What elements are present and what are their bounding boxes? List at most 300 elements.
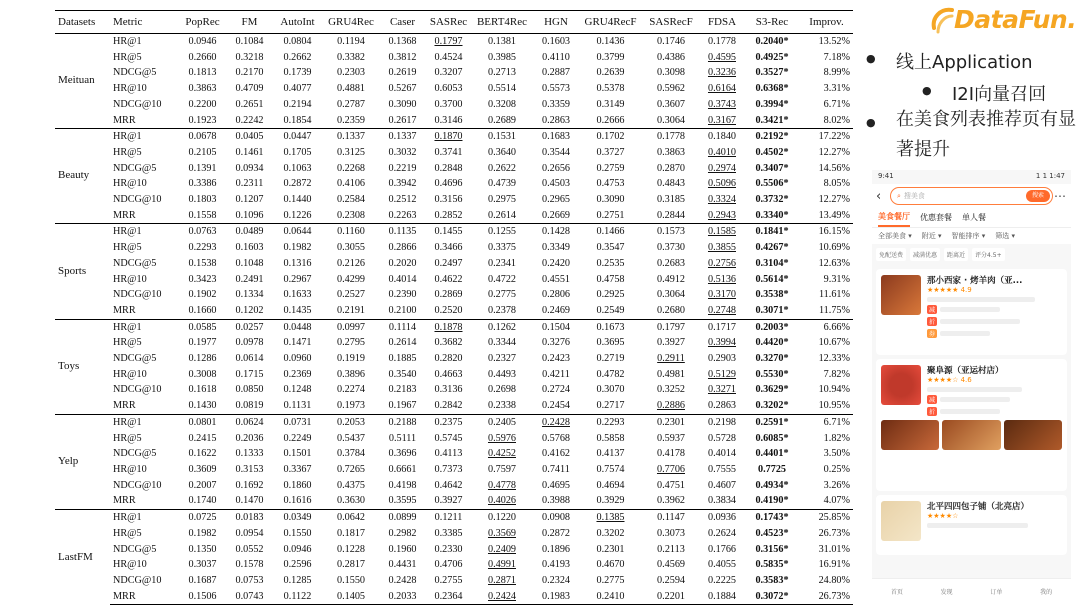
table-header-row <box>55 11 853 34</box>
metric-value-cell: 0.2869 <box>434 289 463 301</box>
nav-home[interactable]: 首页 <box>890 589 903 596</box>
metric-value-cell: 0.5976 <box>487 432 516 444</box>
metric-value-cell: 0.0257 <box>227 319 272 335</box>
metric-value-cell: 0.4178 <box>656 448 685 460</box>
metric-value-cell: 0.0489 <box>227 224 272 240</box>
metric-value-cell: 0.4401* <box>755 448 789 460</box>
metric-value-cell: 0.5835* <box>755 559 789 571</box>
metric-value-cell: 0.2040* <box>755 36 789 47</box>
metric-value-cell: 0.3682 <box>434 337 463 349</box>
filter-more[interactable]: 筛选 ▾ <box>995 232 1015 240</box>
chip[interactable]: 减满优惠 <box>910 248 940 261</box>
metric-value-cell: 0.1194 <box>337 36 365 47</box>
metric-value-cell: 0.2242 <box>235 114 264 126</box>
metric-value-cell: 0.3732* <box>755 194 789 206</box>
improvement-cell: 3.31% <box>823 83 850 95</box>
table-row <box>55 367 853 383</box>
metric-value-cell: 0.0448 <box>272 319 323 335</box>
metric-value-cell: 0.3167 <box>707 114 736 126</box>
metric-name: NDCG@10 <box>113 479 162 491</box>
metric-value-cell: 0.0725 <box>178 510 227 526</box>
metric-value-cell: 0.2170 <box>235 67 264 79</box>
metric-value-cell: 0.5096 <box>707 178 736 190</box>
bullet-dot-icon: ● <box>866 52 876 65</box>
column-header: Datasets <box>55 11 110 34</box>
metric-name: NDCG@5 <box>113 257 157 269</box>
metric-name: MRR <box>113 209 136 221</box>
metric-value-cell: 0.2591* <box>744 414 800 430</box>
metric-value-cell: 0.1633 <box>283 289 312 301</box>
dataset-name: Yelp <box>55 414 110 509</box>
metric-value-cell: 0.0946 <box>283 543 312 555</box>
metric-value-cell: 0.4912 <box>656 273 685 285</box>
metric-value-cell: 0.2759 <box>596 162 625 174</box>
metric-value-cell: 0.2619 <box>388 67 417 79</box>
metric-value-cell: 0.5937 <box>656 432 685 444</box>
metric-value-cell: 0.3236 <box>707 67 736 79</box>
metric-name: NDCG@10 <box>113 384 162 396</box>
metric-value-cell: 0.3064 <box>656 289 685 301</box>
column-header: SASRecF <box>642 11 700 34</box>
filter-bar <box>872 228 1071 244</box>
metric-value-cell: 0.5129 <box>707 368 736 380</box>
metric-value-cell: 0.3942 <box>388 178 417 190</box>
improvement-cell: 10.69% <box>818 242 850 254</box>
metric-value-cell: 0.2293 <box>579 414 642 430</box>
metric-value-cell: 0.5437 <box>336 432 365 444</box>
metric-value-cell: 0.1147 <box>642 510 700 526</box>
table-row <box>55 398 853 414</box>
metric-value-cell: 0.4502* <box>755 146 789 158</box>
improvement-cell: 12.27% <box>818 194 850 206</box>
metric-value-cell: 0.4252 <box>487 448 516 460</box>
column-header: Metric <box>110 11 178 34</box>
metric-value-cell: 0.2378 <box>487 304 516 316</box>
metric-value-cell: 0.0447 <box>272 129 323 145</box>
metric-value-cell: 0.2409 <box>487 543 516 555</box>
metric-value-cell: 0.4753 <box>596 178 625 190</box>
metric-value-cell: 0.4299 <box>336 273 365 285</box>
metric-value-cell: 0.1983 <box>533 589 579 605</box>
metric-name: MRR <box>113 400 136 412</box>
metric-value-cell: 0.2817 <box>336 559 365 571</box>
metric-value-cell: 0.1896 <box>541 543 570 555</box>
metric-value-cell: 0.1803 <box>188 194 217 206</box>
restaurant-card[interactable] <box>876 495 1067 555</box>
metric-value-cell: 0.7725 <box>757 463 786 475</box>
metric-value-cell: 0.1973 <box>336 400 365 412</box>
deal-line <box>940 409 1000 414</box>
nav-profile[interactable]: 我的 <box>1040 589 1053 596</box>
improvement-cell: 9.31% <box>823 273 850 285</box>
metric-value-cell: 0.2624 <box>707 527 736 539</box>
metric-value-cell: 0.3421* <box>755 114 789 126</box>
table-row <box>55 224 853 240</box>
metric-value-cell: 0.2311 <box>235 178 264 190</box>
deal-line <box>940 319 1020 324</box>
metric-value-cell: 0.2198 <box>700 414 744 430</box>
metric-value-cell: 0.2925 <box>596 289 625 301</box>
metric-value-cell: 0.0946 <box>188 36 217 47</box>
metric-value-cell: 0.2872 <box>541 527 570 539</box>
metric-value-cell: 0.3640 <box>487 146 516 158</box>
improvement-cell: 24.80% <box>818 574 850 586</box>
metric-value-cell: 0.1797 <box>434 36 463 47</box>
chip[interactable]: 距离近 <box>944 248 968 261</box>
metric-value-cell: 0.1337 <box>379 129 426 145</box>
restaurant-card[interactable] <box>876 269 1067 355</box>
metric-name: NDCG@5 <box>113 162 157 174</box>
metric-value-cell: 0.4055 <box>707 559 736 571</box>
metric-value-cell: 0.2268 <box>336 162 365 174</box>
metric-value-cell: 0.3609 <box>188 463 217 475</box>
metric-value-cell: 0.2183 <box>388 384 417 396</box>
table-row <box>55 431 853 447</box>
metric-value-cell: 0.2423 <box>541 353 570 365</box>
metric-value-cell: 0.1841* <box>744 224 800 240</box>
improvement-cell: 25.85% <box>800 510 853 526</box>
status-icons: 1 1 1:47 <box>1035 172 1065 180</box>
metric-value-cell: 0.1585 <box>700 224 744 240</box>
metric-value-cell: 0.2327 <box>487 353 516 365</box>
metric-value-cell: 0.2717 <box>596 400 625 412</box>
metric-value-cell: 0.4642 <box>434 479 463 491</box>
search-input[interactable] <box>890 187 1053 205</box>
metric-value-cell: 0.6164 <box>707 83 736 95</box>
metric-value-cell: 0.3583* <box>755 574 789 586</box>
metric-value-cell: 0.1884 <box>700 589 744 605</box>
metric-value-cell: 0.1573 <box>642 224 700 240</box>
metric-value-cell: 0.4778 <box>487 479 516 491</box>
metric-value-cell: 0.2469 <box>541 304 570 316</box>
metric-name: HR@5 <box>113 51 142 63</box>
metric-value-cell: 0.1967 <box>388 400 417 412</box>
tab-restaurant[interactable]: 美食餐厅 <box>878 209 910 227</box>
table-row <box>55 192 853 208</box>
metric-value-cell: 0.7574 <box>596 463 625 475</box>
metric-value-cell: 0.3073 <box>656 527 685 539</box>
metric-name: NDCG@5 <box>113 353 157 365</box>
metric-name: HR@1 <box>110 510 178 526</box>
metric-value-cell: 0.5514 <box>487 83 516 95</box>
metric-value-cell: 0.2666 <box>596 114 625 126</box>
metric-value-cell: 0.2201 <box>642 589 700 605</box>
filter-category[interactable]: 全部美食 ▾ <box>878 232 912 240</box>
metric-value-cell: 0.2617 <box>388 114 417 126</box>
metric-value-cell: 0.5745 <box>434 432 463 444</box>
metric-value-cell: 0.3252 <box>656 384 685 396</box>
metric-value-cell: 0.1255 <box>471 224 533 240</box>
metric-name: HR@1 <box>110 224 178 240</box>
metric-value-cell: 0.4524 <box>434 51 463 63</box>
deal-tag: 减 <box>929 397 936 404</box>
column-header: GRU4Rec <box>323 11 379 34</box>
back-arrow-icon[interactable]: ‹ <box>876 188 882 204</box>
metric-value-cell: 0.4981 <box>656 368 685 380</box>
metric-value-cell: 0.0804 <box>283 36 312 47</box>
metric-value-cell: 0.3466 <box>434 242 463 254</box>
tab-single-meal[interactable]: 单人餐 <box>962 213 986 222</box>
metric-value-cell: 0.2330 <box>434 543 463 555</box>
results-table <box>55 10 853 605</box>
metric-value-cell: 0.2191 <box>336 304 365 316</box>
metric-value-cell: 0.4663 <box>434 368 463 380</box>
metric-value-cell: 0.2596 <box>283 559 312 571</box>
search-button[interactable]: 搜索 <box>1026 190 1050 202</box>
metric-value-cell: 0.2863 <box>707 400 736 412</box>
metric-value-cell: 0.2341 <box>487 257 516 269</box>
metric-value-cell: 0.2113 <box>657 543 685 555</box>
chip[interactable]: 免配送费 <box>876 248 906 261</box>
metric-value-cell: 0.2020 <box>388 257 417 269</box>
table-row <box>55 161 853 177</box>
deal-row <box>927 305 1062 314</box>
metric-value-cell: 0.3696 <box>388 448 417 460</box>
metric-value-cell: 0.0899 <box>379 510 426 526</box>
table-row <box>55 542 853 558</box>
improvement-cell: 16.91% <box>818 559 850 571</box>
nav-orders[interactable]: 订单 <box>990 589 1003 596</box>
metric-value-cell: 0.7373 <box>434 463 463 475</box>
metric-value-cell: 0.5506* <box>755 178 789 190</box>
improvement-cell: 1.82% <box>823 432 850 444</box>
metric-value-cell: 0.0934 <box>235 162 264 174</box>
metric-value-cell: 0.2584 <box>336 194 365 206</box>
metric-value-cell: 0.3072* <box>744 589 800 605</box>
rating-stars: ★★★★☆ 4.6 <box>927 376 972 384</box>
metric-value-cell: 0.4198 <box>388 479 417 491</box>
metric-value-cell: 0.3544 <box>541 146 570 158</box>
metric-value-cell: 0.0405 <box>227 129 272 145</box>
metric-value-cell: 0.3271 <box>707 384 736 396</box>
metric-name: HR@10 <box>113 178 147 190</box>
metric-value-cell: 0.1766 <box>707 543 736 555</box>
metric-value-cell: 0.0997 <box>323 319 379 335</box>
dataset-name: Beauty <box>55 129 110 224</box>
improvement-cell: 11.75% <box>818 304 850 316</box>
metric-value-cell: 0.4607 <box>707 479 736 491</box>
metric-value-cell: 0.1436 <box>596 36 625 47</box>
metric-value-cell: 0.3208 <box>487 98 516 110</box>
improvement-cell: 17.22% <box>800 129 853 145</box>
metric-value-cell: 0.2713 <box>487 67 516 79</box>
metric-value-cell: 0.2639 <box>596 67 625 79</box>
column-header: PopRec <box>178 11 227 34</box>
metric-value-cell: 0.2871 <box>487 574 516 586</box>
table-row <box>55 335 853 351</box>
metric-name: HR@5 <box>113 146 142 158</box>
metric-value-cell: 0.1778 <box>707 36 736 47</box>
metric-value-cell: 0.1501 <box>283 448 312 460</box>
metric-value-cell: 0.0753 <box>235 574 264 586</box>
metric-value-cell: 0.1202 <box>235 304 264 316</box>
improvement-cell: 10.67% <box>818 337 850 349</box>
metric-value-cell: 0.1220 <box>471 510 533 526</box>
metric-value-cell: 0.3527* <box>755 67 789 79</box>
metric-value-cell: 0.2007 <box>188 479 217 491</box>
metric-value-cell: 0.1428 <box>533 224 579 240</box>
status-time: 9:41 <box>878 172 894 180</box>
metric-value-cell: 0.1870 <box>426 129 471 145</box>
metric-value-cell: 0.3202 <box>596 527 625 539</box>
metric-value-cell: 0.3863 <box>656 146 685 158</box>
metric-value-cell: 0.1063 <box>283 162 312 174</box>
metric-value-cell: 0.1683 <box>533 129 579 145</box>
metric-value-cell: 0.1746 <box>656 36 685 47</box>
metric-value-cell: 0.1740 <box>188 495 217 507</box>
metric-value-cell: 0.2911 <box>657 353 685 365</box>
metric-value-cell: 0.3629* <box>755 384 789 396</box>
metric-value-cell: 0.2428 <box>533 414 579 430</box>
metric-value-cell: 0.2454 <box>541 400 570 412</box>
metric-value-cell: 0.2364 <box>426 589 471 605</box>
deal-tag: 折 <box>929 409 936 416</box>
search-icon: ⌕ <box>897 191 901 200</box>
status-bar <box>872 170 1071 184</box>
metric-value-cell: 0.2249 <box>283 432 312 444</box>
column-header: FM <box>227 11 272 34</box>
metric-name: HR@5 <box>113 432 142 444</box>
logo-swirl-icon <box>930 6 956 36</box>
filter-distance[interactable]: 附近 ▾ <box>921 232 942 240</box>
metric-value-cell: 0.1538 <box>188 257 217 269</box>
more-icon[interactable]: ⋯ <box>1054 189 1066 203</box>
column-header: HGN <box>533 11 579 34</box>
metric-value-cell: 0.0978 <box>235 337 264 349</box>
metric-value-cell: 0.3784 <box>336 448 365 460</box>
column-header: S3-Rec <box>744 11 800 34</box>
chip[interactable]: 评分4.5+ <box>972 248 1005 261</box>
metric-value-cell: 0.1860 <box>283 479 312 491</box>
table-body <box>55 34 853 605</box>
metric-value-cell: 0.4881 <box>336 83 365 95</box>
metric-value-cell: 0.1207 <box>235 194 264 206</box>
metric-value-cell: 0.3423 <box>188 273 217 285</box>
metric-value-cell: 0.0819 <box>235 400 264 412</box>
metric-name: HR@10 <box>113 463 147 475</box>
restaurant-card[interactable] <box>876 359 1067 491</box>
tab-deals[interactable]: 优惠套餐 <box>920 213 952 222</box>
metric-value-cell: 0.2872 <box>283 178 312 190</box>
metric-name: HR@1 <box>113 36 142 47</box>
metric-name: NDCG@5 <box>113 543 157 555</box>
column-header: AutoInt <box>272 11 323 34</box>
quick-filter-chips <box>872 244 1071 265</box>
metric-value-cell: 0.0642 <box>323 510 379 526</box>
dataset-name: Sports <box>55 224 110 319</box>
metric-value-cell: 0.1743* <box>744 510 800 526</box>
food-photo[interactable] <box>942 420 1000 450</box>
improvement-cell: 4.07% <box>823 495 850 507</box>
metric-value-cell: 0.2225 <box>707 574 736 586</box>
metric-value-cell: 0.2698 <box>487 384 516 396</box>
metric-value-cell: 0.2724 <box>541 384 570 396</box>
metric-value-cell: 0.2795 <box>336 337 365 349</box>
info-line <box>927 523 1028 528</box>
metric-value-cell: 0.2820 <box>434 353 463 365</box>
deal-tag: 折 <box>929 319 936 326</box>
food-photo-row <box>881 420 1062 450</box>
metric-value-cell: 0.2866 <box>388 242 417 254</box>
metric-value-cell: 0.1455 <box>426 224 471 240</box>
metric-value-cell: 0.1048 <box>235 257 264 269</box>
metric-value-cell: 0.1616 <box>283 495 312 507</box>
metric-value-cell: 0.3962 <box>656 495 685 507</box>
metric-value-cell: 0.5267 <box>388 83 417 95</box>
metric-value-cell: 0.0936 <box>700 510 744 526</box>
metric-value-cell: 0.4934* <box>755 479 789 491</box>
improvement-cell: 13.52% <box>818 36 850 47</box>
metric-value-cell: 0.4751 <box>656 479 685 491</box>
improvement-cell: 3.26% <box>823 479 850 491</box>
metric-value-cell: 0.3385 <box>434 527 463 539</box>
metric-value-cell: 0.3276 <box>541 337 570 349</box>
metric-value-cell: 0.2301 <box>642 414 700 430</box>
deal-line <box>940 307 1000 312</box>
filter-sort[interactable]: 智能排序 ▾ <box>951 232 986 240</box>
metric-value-cell: 0.2100 <box>388 304 417 316</box>
metric-value-cell: 0.1285 <box>283 574 312 586</box>
metric-value-cell: 0.3630 <box>336 495 365 507</box>
bottom-nav <box>872 578 1071 604</box>
metric-value-cell: 0.3207 <box>434 67 463 79</box>
nav-discover[interactable]: 发现 <box>940 589 953 596</box>
metric-value-cell: 0.2549 <box>596 304 625 316</box>
restaurant-name: 北平四四包子铺（北亮店） <box>927 502 1030 512</box>
metric-value-cell: 0.1715 <box>235 368 264 380</box>
metric-value-cell: 0.2375 <box>426 414 471 430</box>
food-photo[interactable] <box>1004 420 1062 450</box>
metric-value-cell: 0.2614 <box>487 209 516 221</box>
metric-value-cell: 0.3349 <box>541 242 570 254</box>
metric-value-cell: 0.3090 <box>596 194 625 206</box>
improvement-cell: 11.61% <box>818 289 850 301</box>
metric-value-cell: 0.3055 <box>336 242 365 254</box>
metric-value-cell: 0.1673 <box>579 319 642 335</box>
metric-value-cell: 0.2662 <box>283 51 312 63</box>
restaurant-name: 聚阜源（亚运村店） <box>927 366 1004 376</box>
improvement-cell: 7.82% <box>823 368 850 380</box>
metric-value-cell: 0.4077 <box>283 83 312 95</box>
metric-value-cell: 0.3090 <box>388 98 417 110</box>
metric-value-cell: 0.1466 <box>579 224 642 240</box>
table-row <box>55 240 853 256</box>
deal-row <box>927 407 1062 416</box>
metric-value-cell: 0.1702 <box>579 129 642 145</box>
food-photo[interactable] <box>881 420 939 450</box>
metric-value-cell: 0.1960 <box>388 543 417 555</box>
metric-value-cell: 0.2594 <box>656 574 685 586</box>
deal-line <box>940 331 990 336</box>
metric-value-cell: 0.3375 <box>487 242 516 254</box>
metric-value-cell: 0.1923 <box>188 114 217 126</box>
metric-value-cell: 0.2651 <box>235 98 264 110</box>
metric-value-cell: 0.3064 <box>656 114 685 126</box>
metric-value-cell: 0.4709 <box>235 83 264 95</box>
metric-value-cell: 0.4267* <box>755 242 789 254</box>
metric-value-cell: 0.1797 <box>642 319 700 335</box>
bullet-text: I2I向量召回 <box>952 84 1047 105</box>
table-row <box>55 129 853 145</box>
improvement-cell: 8.99% <box>823 67 850 79</box>
metric-value-cell: 0.2660 <box>188 51 217 63</box>
table-row <box>55 81 853 97</box>
metric-value-cell: 0.0743 <box>227 589 272 605</box>
metric-value-cell: 0.3607 <box>656 98 685 110</box>
metric-value-cell: 0.2415 <box>188 432 217 444</box>
metric-value-cell: 0.3595 <box>388 495 417 507</box>
metric-value-cell: 0.1440 <box>283 194 312 206</box>
